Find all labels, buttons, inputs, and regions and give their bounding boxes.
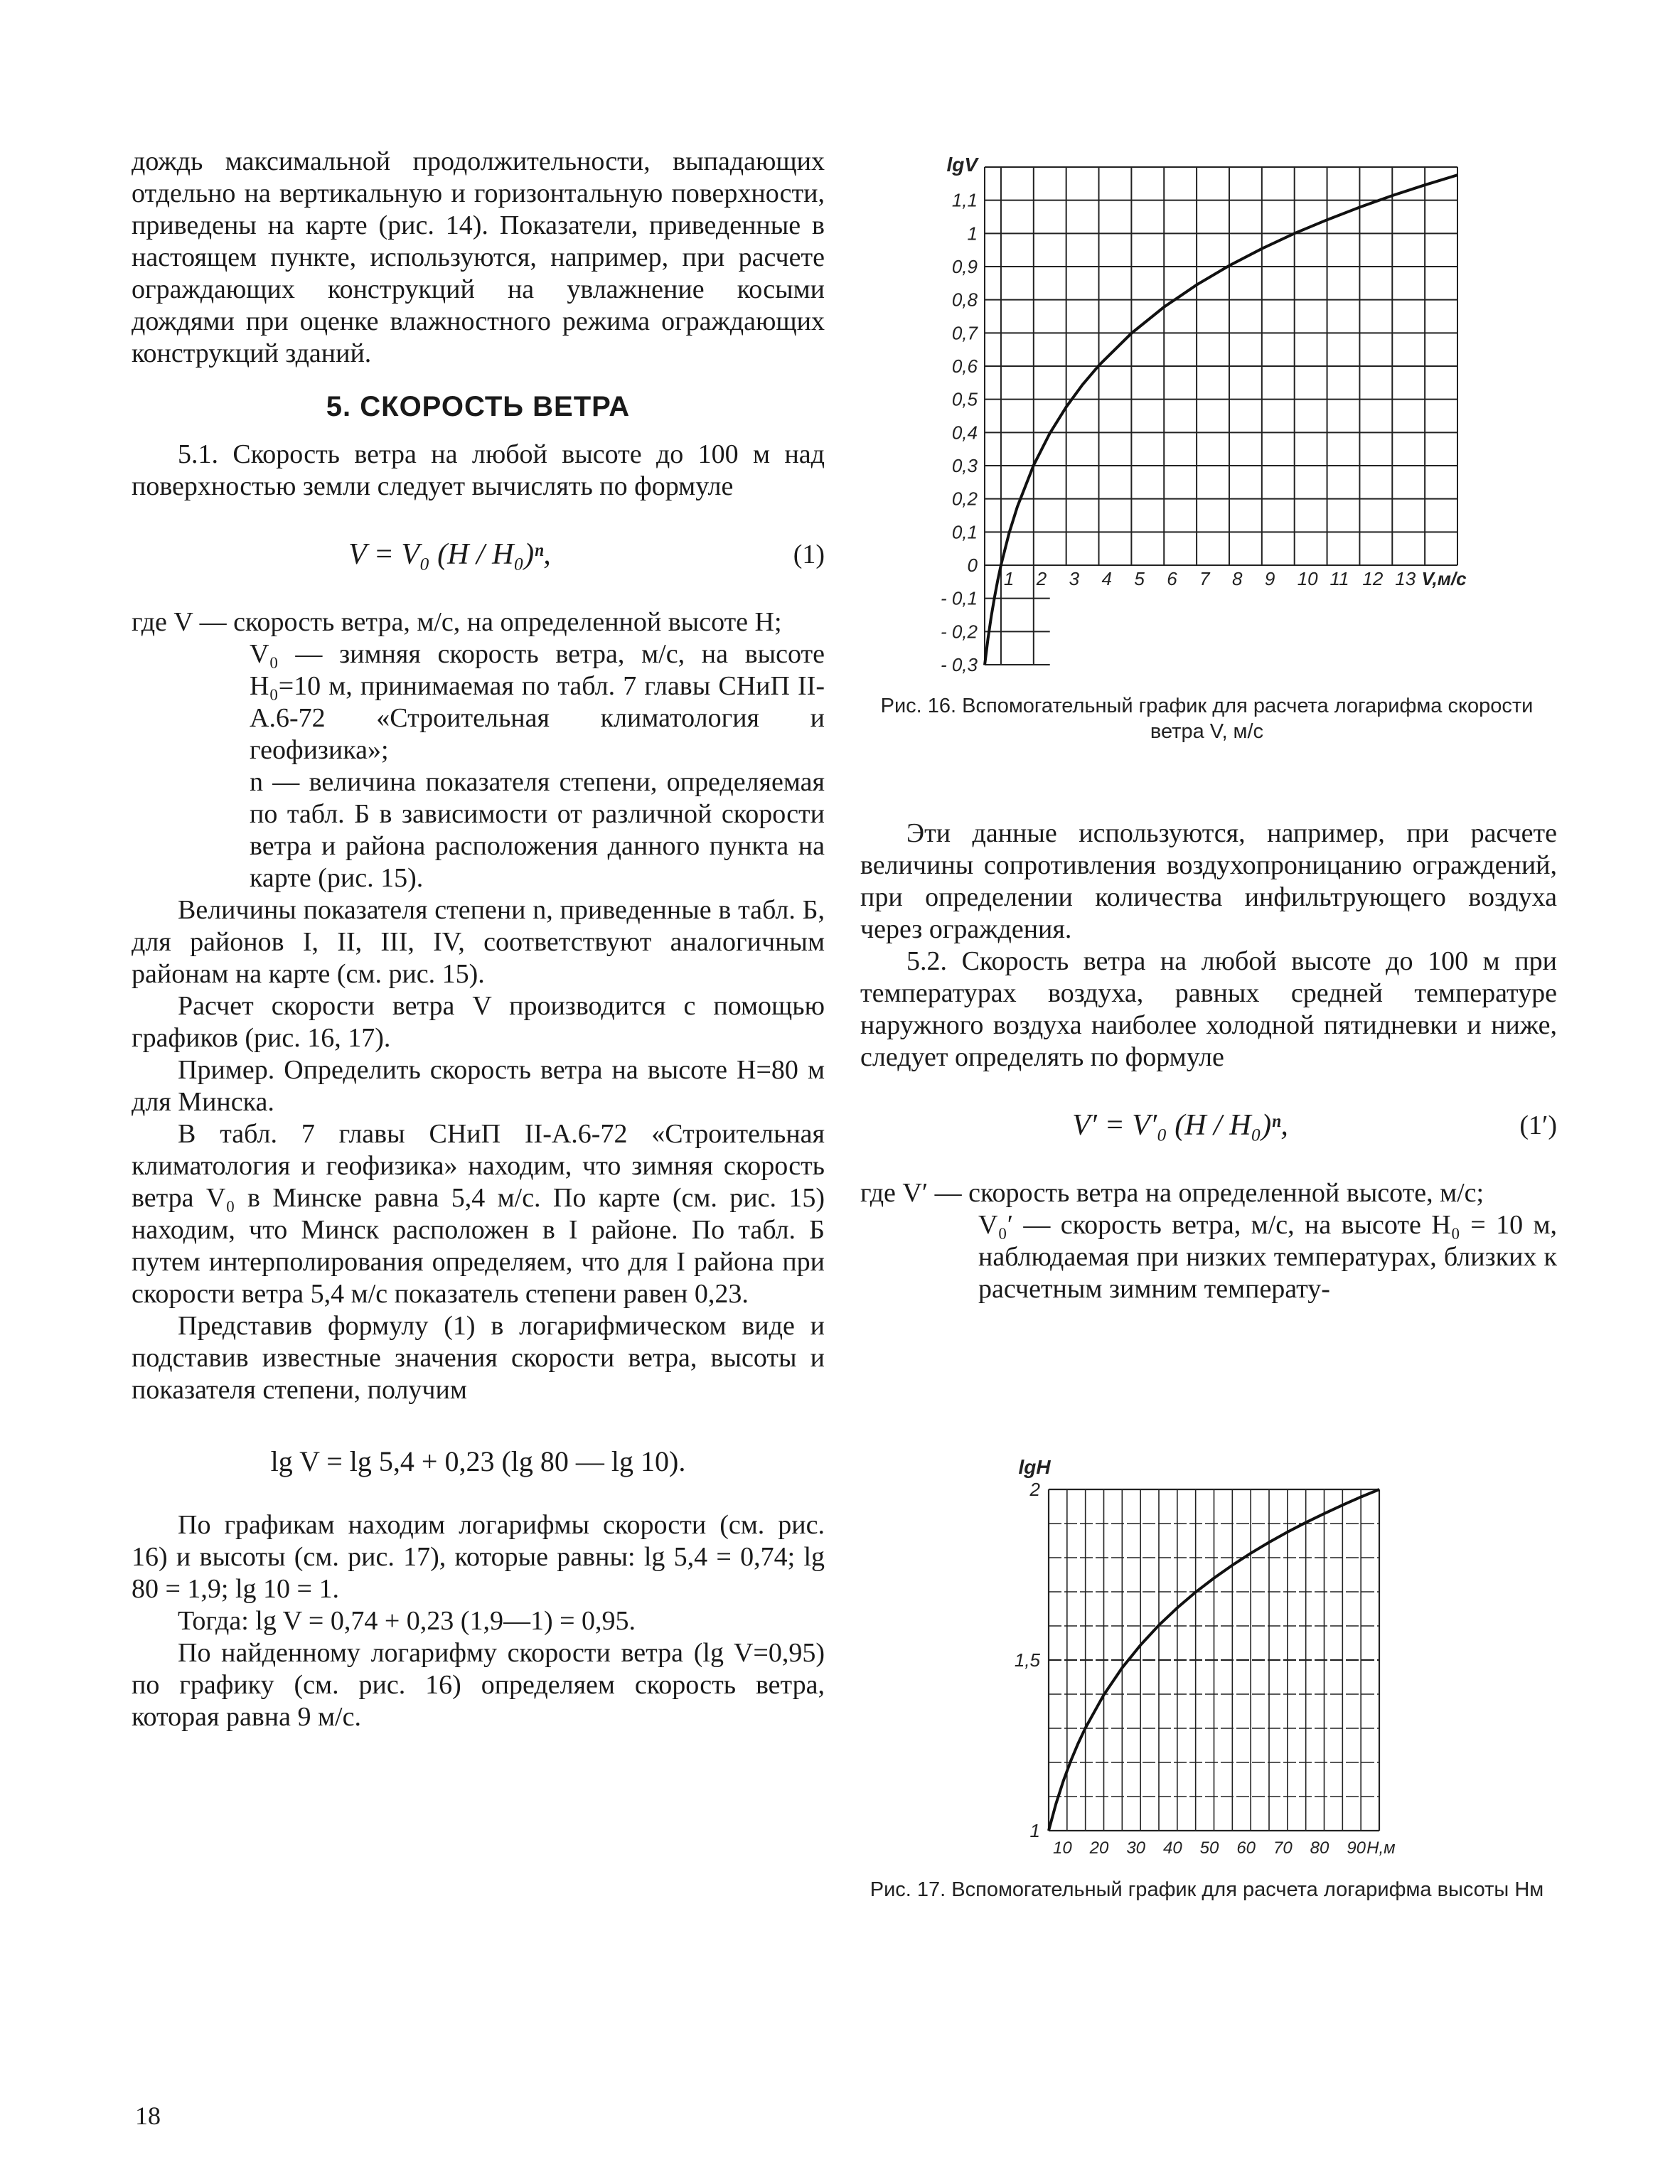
- formula-lg: lg V = lg 5,4 + 0,23 (lg 80 — lg 10).: [270, 1445, 686, 1477]
- y-tick-label: 0,9: [951, 256, 978, 277]
- x-tick-label: 10: [1053, 1838, 1072, 1858]
- x-tick-label: 60: [1236, 1838, 1256, 1858]
- definition-n: n — величина показателя степени, определяемая по табл. Б в зависимости от различной скорости ветра и района расположения данного пункта на карте (рис. 15).: [250, 767, 825, 893]
- y-tick-label: 2: [1029, 1479, 1040, 1500]
- paragraph-example: Пример. Определить скорость ветра на высоте H=80 м для Минска.: [132, 1055, 825, 1117]
- paragraph-calc: Расчет скорости ветра V производится с помощью графиков (рис. 16, 17).: [132, 991, 825, 1053]
- x-tick-label: 7: [1199, 568, 1210, 589]
- x-tick-label: 5: [1134, 568, 1145, 589]
- x-tick-label: 10: [1297, 568, 1318, 589]
- y-tick-label: 0,4: [951, 422, 978, 444]
- definition-v: где V — скорость ветра, м/с, на определенной высоте H;: [132, 607, 782, 637]
- x-tick-label: 6: [1167, 568, 1177, 589]
- x-tick-label: 30: [1126, 1838, 1146, 1858]
- intro-paragraph: дождь максимальной продолжительности, выпадающих отдельно на вертикальную и горизонтальную поверхности, приведены на карте (рис. 14). Показатели, приведенные в настоящем пункте, используются, например, при расчете ограждающих конструкций на увлажнение косыми дождями при оценке влажностного режима ограждающих конструкций зданий.: [132, 146, 825, 368]
- x-tick-label: 90: [1347, 1838, 1366, 1858]
- x-tick-label: 3: [1069, 568, 1080, 589]
- formula-1-number: (1): [793, 539, 825, 569]
- x-axis-label: V,м/с: [1421, 568, 1467, 589]
- formula-1: [132, 515, 825, 594]
- figure-17-caption: Рис. 17. Вспомогательный график для расчета логарифма высоты Hм: [870, 1878, 1544, 1901]
- paragraph-found: По найденному логарифму скорости ветра (lg V=0,95) по графику (см. рис. 16) определяем скорость ветра, которая равна 9 м/с.: [132, 1638, 825, 1732]
- x-tick-label: 9: [1264, 568, 1275, 589]
- y-tick-label: 0,2: [951, 488, 978, 510]
- paragraph-5-2: 5.2. Скорость ветра на любой высоте до 100 м при температурах воздуха, равных средней температуре наружного воздуха наиболее холодной пятидневки и ниже, следует определять по формуле: [860, 946, 1557, 1072]
- x-tick-label: 80: [1310, 1838, 1329, 1858]
- y-tick-label: - 0,3: [940, 654, 978, 675]
- figure-16-caption: Рис. 16. Вспомогательный график для расчета логарифма скорости ветра V, м/с: [880, 695, 1534, 743]
- x-tick-label: 50: [1199, 1838, 1219, 1858]
- y-tick-label: 0,3: [951, 455, 978, 476]
- x-tick-label: 1: [1003, 568, 1015, 589]
- paragraph-log: Представив формулу (1) в логарифмическом виде и подставив известные значения скорости ветра, высоты и показателя степени, получим: [132, 1311, 825, 1405]
- paragraph-then: Тогда: lg V = 0,74 + 0,23 (1,9—1) = 0,95.: [178, 1606, 636, 1636]
- formula-1p-number: (1′): [1519, 1110, 1557, 1140]
- figure-16-chart: [910, 146, 1500, 675]
- y-tick-label: 1,5: [1014, 1649, 1040, 1671]
- y-tick-label: 1: [967, 223, 978, 245]
- section-heading: 5. СКОРОСТЬ ВЕТРА: [326, 391, 631, 422]
- x-tick-label: 2: [1036, 568, 1047, 589]
- y-tick-label: 0,8: [951, 289, 978, 311]
- x-tick-label: 12: [1362, 568, 1384, 589]
- right-column: [860, 818, 1557, 1305]
- x-tick-label: 4: [1101, 568, 1112, 589]
- y-tick-label: 0,6: [951, 355, 978, 377]
- y-axis-label: lgH: [1018, 1456, 1051, 1478]
- x-tick-label: 11: [1329, 568, 1349, 589]
- definition-v0: V₀ — зимняя скорость ветра, м/с, на высоте H₀=10 м, принимаемая по табл. 7 главы СНиП II-А.6-72 «Строительная климатология и геофизика»;: [250, 639, 825, 765]
- formula-1-prime: [860, 1086, 1557, 1165]
- series-line-lgV: [985, 175, 1457, 665]
- y-tick-label: - 0,1: [940, 587, 978, 609]
- formula-1-expression: V = V₀ (H / H₀)ⁿ,: [348, 537, 551, 571]
- paragraph-values: Величины показателя степени n, приведенные в табл. Б, для районов I, II, III, IV, соответствуют аналогичным районам на карте (см. рис. 15).: [132, 895, 825, 989]
- y-tick-label: 0,7: [951, 322, 978, 344]
- x-tick-label: 13: [1395, 568, 1416, 589]
- definition-v-prime: где V′ — скорость ветра на определенной высоте, м/с;: [860, 1178, 1484, 1208]
- paragraph-5-1: 5.1. Скорость ветра на любой высоте до 100 м над поверхностью земли следует вычислять по формуле: [132, 439, 825, 501]
- x-axis-label: H,м: [1366, 1838, 1396, 1858]
- x-tick-label: 20: [1089, 1838, 1109, 1858]
- definition-v0-prime: V₀′ — скорость ветра, м/с, на высоте H₀ = 10 м, наблюдаемая при низких температурах, близких к расчетным зимним температу-: [978, 1210, 1557, 1304]
- left-column: [132, 146, 825, 1733]
- formula-1p-expression: V′ = V′₀ (H / H₀)ⁿ,: [1072, 1108, 1288, 1142]
- y-tick-label: 0: [967, 555, 978, 576]
- y-tick-label: 0,5: [951, 388, 978, 410]
- paragraph-used: Эти данные используются, например, при расчете величины сопротивления воздухопроницанию ограждений, при определении количества инфильтрующего воздуха через ограждения.: [860, 818, 1557, 944]
- y-tick-label: 1: [1029, 1820, 1040, 1841]
- y-axis-label: lgV: [946, 154, 978, 176]
- figure-17-chart: [992, 1450, 1433, 1863]
- x-tick-label: 8: [1231, 568, 1243, 589]
- paragraph-table: В табл. 7 главы СНиП II-А.6-72 «Строительная климатология и геофизика» находим, что зимняя скорость ветра V₀ в Минске равна 5,4 м/с. По карте (см. рис. 15) находим, что Минск расположен в I районе. По табл. Б путем интерполирования определяем, что для I района при скорости ветра 5,4 м/с показатель степени равен 0,23.: [132, 1119, 825, 1309]
- paragraph-graphs: По графикам находим логарифмы скорости (см. рис. 16) и высоты (см. рис. 17), которые равны: lg 5,4 = 0,74; lg 80 = 1,9; lg 10 = 1.: [132, 1510, 825, 1604]
- page-number: 18: [135, 2102, 161, 2130]
- x-tick-label: 70: [1273, 1838, 1293, 1858]
- y-tick-label: 0,1: [951, 521, 978, 543]
- x-tick-label: 40: [1163, 1838, 1182, 1858]
- y-tick-label: - 0,2: [940, 621, 978, 643]
- y-tick-label: 1,1: [951, 189, 978, 211]
